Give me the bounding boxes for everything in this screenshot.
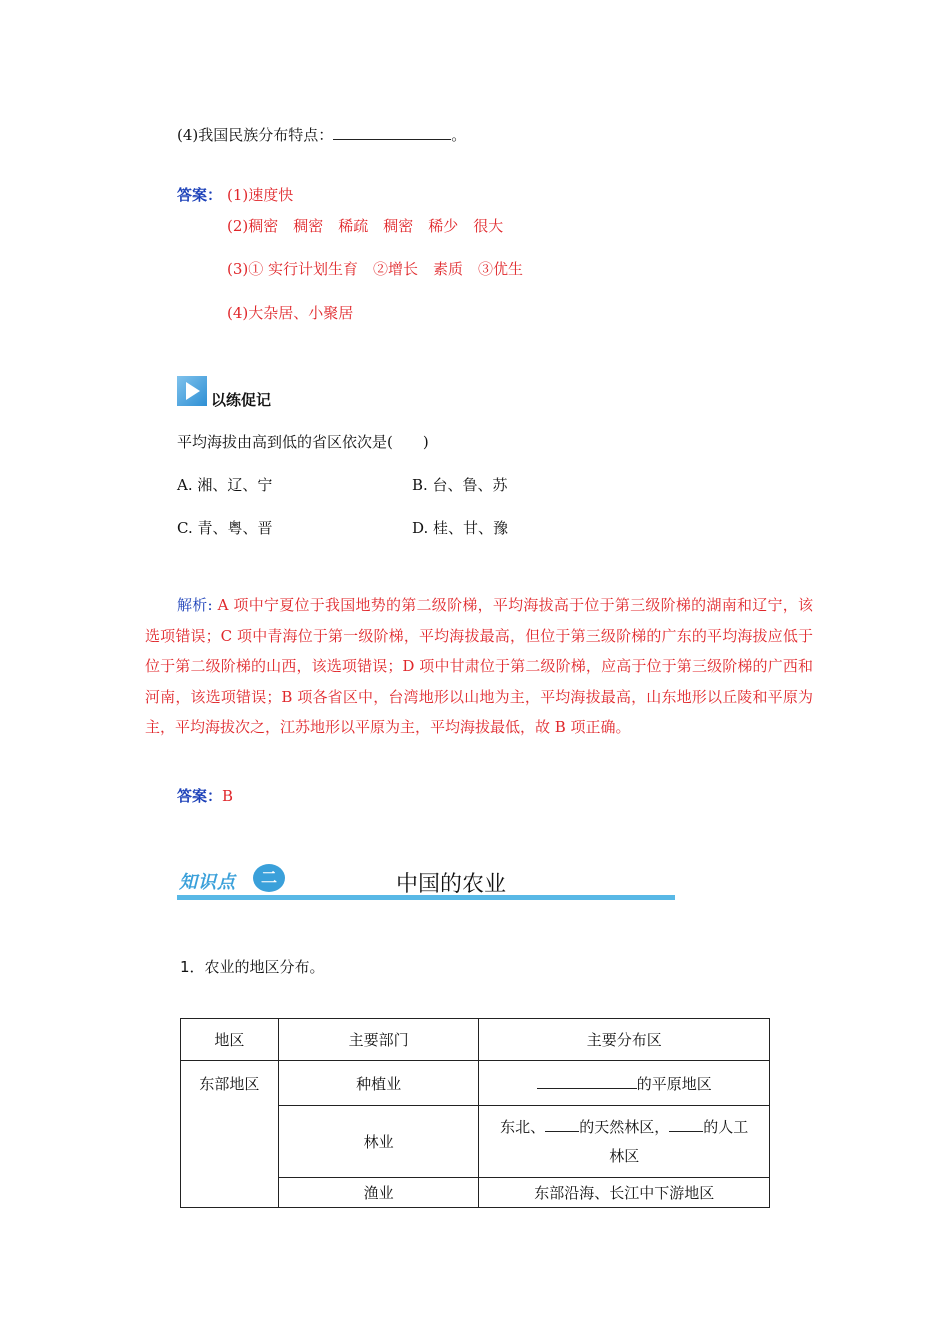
header-region: 地区	[181, 1019, 279, 1061]
practice-heading: 以练促记	[211, 391, 272, 409]
knowledge-point-logo: 知识点	[179, 872, 236, 893]
analysis-text: A 项中宁夏位于我国地势的第二级阶梯，平均海拔高于位于第三级阶梯的湖南和辽宁，该选项错误；C 项中青海位于第一级阶梯，平均海拔最高，但位于第三级阶梯的广东的平均海拔应低于位于第二级阶梯的山西，该选项错误；D 项中甘肃位于第二级阶梯，应高于位于第三级阶梯的广西和河南，该选项错误；B 项各省区中，台湾地形以山地为主，平均海拔最高，山东地形以丘陵和平原为主，平均海拔次之，江苏地形以平原为主，平均海拔最低，故 B 项正确。	[145, 596, 813, 736]
answer-line-4: (4)大杂居、小聚居	[227, 304, 354, 322]
area-cell	[479, 1061, 770, 1106]
sector-cell: 种植业	[278, 1061, 479, 1106]
section-title: 中国的农业	[396, 872, 507, 897]
analysis-paragraph	[145, 590, 813, 743]
header-sector: 主要部门	[278, 1019, 479, 1061]
play-icon	[177, 376, 207, 406]
area-text: 东北、	[500, 1117, 546, 1136]
question-4-text: (4)我国民族分布特点：	[177, 126, 334, 144]
area-cell	[479, 1106, 770, 1178]
table-row	[181, 1061, 770, 1106]
fill-blank	[537, 1073, 637, 1089]
area-text: 的人工	[703, 1117, 749, 1136]
sector-cell: 林业	[278, 1106, 479, 1178]
section-banner	[177, 862, 675, 900]
header-area: 主要分布区	[479, 1019, 770, 1061]
question-4	[177, 124, 466, 145]
fill-blank	[545, 1116, 579, 1132]
agriculture-table	[180, 1018, 770, 1208]
analysis-label: 解析	[177, 596, 208, 614]
answer-2-label: 答案：	[177, 787, 223, 805]
item-1-heading: 1．农业的地区分布。	[180, 958, 325, 976]
table-header-row	[181, 1019, 770, 1061]
question-4-suffix: 。	[451, 126, 467, 144]
area-text: 的平原地区	[636, 1074, 712, 1093]
option-a: A. 湘、辽、宁	[177, 476, 273, 494]
practice-question: 平均海拔由高到低的省区依次是( )	[177, 433, 429, 451]
option-b: B. 台、鲁、苏	[412, 476, 508, 494]
answer-2	[177, 786, 233, 806]
section-number-badge: 二	[253, 864, 285, 892]
fill-blank	[669, 1116, 703, 1132]
option-d: D. 桂、甘、豫	[412, 519, 509, 537]
answer-label: 答案：	[177, 186, 223, 204]
area-text: 的天然林区，	[579, 1117, 670, 1136]
option-c: C. 青、粤、晋	[177, 519, 273, 537]
area-text: 林区	[609, 1146, 640, 1165]
answer-line-3: (3)① 实行计划生育 ②增长 素质 ③优生	[227, 260, 524, 278]
region-cell: 东部地区	[181, 1061, 279, 1208]
area-cell: 东部沿海、长江中下游地区	[479, 1178, 770, 1208]
answer-blank	[333, 124, 451, 140]
answer-2-value: B	[222, 787, 234, 805]
analysis-colon: :	[207, 596, 213, 614]
sector-cell: 渔业	[278, 1178, 479, 1208]
answer-line-1: (1)速度快	[227, 186, 294, 204]
answer-line-2: (2)稠密 稠密 稀疏 稠密 稀少 很大	[227, 217, 504, 235]
